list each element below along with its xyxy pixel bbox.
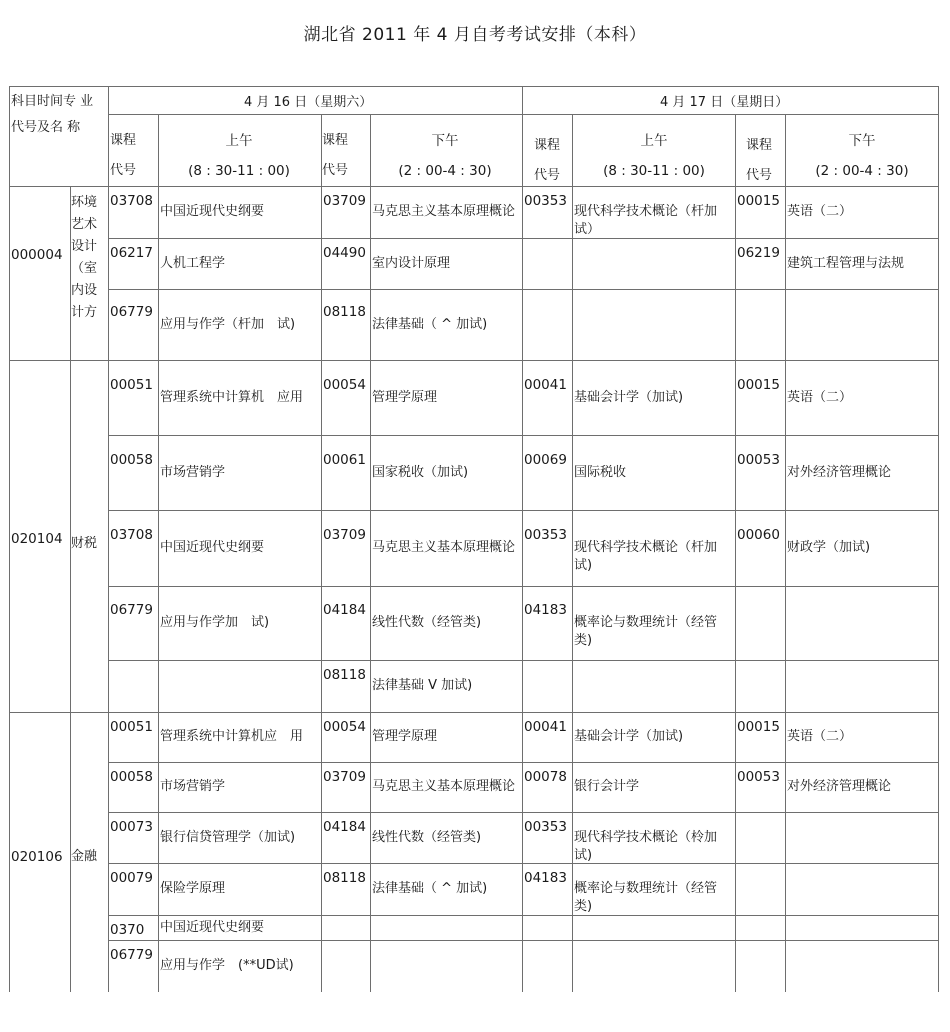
group-divider (9, 712, 938, 713)
major-code: 000004 (11, 247, 63, 263)
course-code-cell: 00015 (737, 376, 780, 393)
major-code: 020104 (11, 531, 63, 547)
course-name-cell: 财政学（加试) (787, 540, 871, 555)
course-name-cell: 现代科学技术概论（杆加试） (574, 204, 718, 237)
course-code-cell: 06217 (110, 245, 153, 261)
table-border-right (938, 86, 939, 992)
course-code-cell: 08118 (323, 870, 366, 886)
course-code-cell: 04184 (323, 602, 366, 618)
course-name-cell: 市场营销学 (160, 464, 226, 480)
group-divider (9, 360, 938, 361)
course-name-cell: 管理系统中计算机 应用 (160, 389, 304, 405)
table-border-top (9, 86, 938, 87)
col-divider (108, 86, 109, 992)
major-name: 环境艺术设计（室内设计方 (71, 195, 98, 320)
row-divider (108, 435, 938, 436)
course-name-cell: 银行会计学 (574, 779, 640, 794)
course-name-cell: 中国近现代史纲要 (160, 204, 265, 219)
course-code-cell: 00015 (737, 719, 780, 735)
row-divider (108, 586, 938, 587)
course-code-cell: 00078 (524, 769, 567, 785)
header-divider (108, 114, 938, 115)
course-name-cell: 银行信贷管理学（加试) (160, 829, 296, 845)
course-code-cell: 08118 (323, 667, 366, 683)
day-divider (522, 86, 523, 992)
course-code-cell: 00051 (110, 719, 153, 735)
course-code-cell: 00054 (323, 376, 366, 393)
page-title: 湖北省 2011 年 4 月自考考试安排（本科） (303, 25, 647, 45)
course-code-cell: 00061 (323, 451, 366, 468)
course-code-cell: 0370 (110, 922, 145, 938)
major-code: 020106 (11, 849, 63, 865)
header-code-label-d1am: 课程 代号 (110, 133, 137, 178)
course-name-cell: 英语（二） (787, 204, 853, 219)
course-name-cell: 市场营销学 (160, 779, 226, 794)
header-pm-d2: 下午 (2 : 00-4 : 30) (815, 133, 909, 179)
col-divider (321, 114, 322, 992)
course-code-cell: 06779 (110, 303, 153, 320)
course-code-cell: 03709 (323, 769, 366, 785)
course-code-cell: 08118 (323, 303, 366, 320)
course-name-cell: 保险学原理 (160, 881, 226, 896)
row-divider (108, 940, 938, 941)
group-divider (9, 186, 938, 187)
course-name-cell: 马克思主义基本原理概论 (372, 204, 516, 219)
course-name-cell: 室内设计原理 (372, 255, 451, 271)
row-divider (108, 238, 938, 239)
header-code-label-d1pm: 课程 代号 (322, 133, 349, 178)
course-name-cell: 现代科学技术概论（杆加试) (574, 540, 718, 573)
course-name-cell: 法律基础（ ^ 加试) (372, 881, 488, 896)
course-name-cell: 国际税收 (574, 464, 627, 480)
course-code-cell: 00073 (110, 819, 153, 835)
course-code-cell: 00041 (524, 719, 567, 735)
course-code-cell: 04183 (524, 602, 567, 618)
course-name-cell: 概率论与数理统计（经管类) (574, 615, 718, 648)
course-code-cell: 00069 (524, 451, 567, 468)
row-divider (108, 812, 938, 813)
course-code-cell: 00353 (524, 527, 567, 543)
course-code-cell: 00353 (524, 193, 567, 209)
course-code-cell: 06779 (110, 602, 153, 618)
course-code-cell: 06779 (110, 947, 153, 963)
course-code-cell: 00060 (737, 527, 780, 543)
course-name-cell: 中国近现代史纲要 (160, 919, 265, 935)
col-divider (370, 114, 371, 992)
course-code-cell: 00051 (110, 376, 153, 393)
course-code-cell: 00054 (323, 719, 366, 735)
course-name-cell: 人机工程学 (160, 255, 226, 271)
major-name: 财税 (71, 536, 98, 551)
course-name-cell: 概率论与数理统计（经管类) (574, 881, 718, 914)
course-name-cell: 英语（二） (787, 389, 853, 405)
course-code-cell: 00053 (737, 769, 780, 785)
course-name-cell: 法律基础 V 加试) (372, 678, 473, 693)
col-divider (572, 114, 573, 992)
col-divider (735, 114, 736, 992)
course-code-cell: 00058 (110, 451, 153, 468)
course-code-cell: 00053 (737, 451, 780, 468)
col-divider (785, 114, 786, 992)
course-code-cell: 03709 (323, 527, 366, 543)
course-name-cell: 英语（二） (787, 729, 853, 744)
row-divider (108, 915, 938, 916)
row-divider (108, 510, 938, 511)
course-code-cell: 00353 (524, 819, 567, 835)
course-name-cell: 法律基础（ ^ 加试) (372, 316, 488, 332)
row-divider (108, 660, 938, 661)
course-name-cell: 建筑工程管理与法规 (787, 255, 905, 271)
course-name-cell: 马克思主义基本原理概论 (372, 540, 516, 555)
row-divider (108, 289, 938, 290)
row-divider (108, 762, 938, 763)
header-day2: 4 月 17 日（星期日） (660, 95, 789, 110)
header-corner-line1: 科目时间专 业 (11, 94, 94, 109)
course-code-cell: 00079 (110, 870, 153, 886)
course-code-cell: 03709 (323, 193, 366, 209)
course-code-cell: 00041 (524, 376, 567, 393)
header-am-d2: 上午 (8 : 30-11 : 00) (603, 133, 705, 179)
course-name-cell: 国家税收（加试) (372, 464, 469, 480)
course-name-cell: 应用与作学加 试) (160, 615, 270, 630)
header-pm-d1: 下午 (2 : 00-4 : 30) (398, 133, 492, 179)
course-name-cell: 基础会计学（加试) (574, 729, 684, 744)
header-code-label-d2pm: 课程 代号 (746, 138, 773, 183)
course-name-cell: 基础会计学（加试) (574, 389, 684, 405)
course-name-cell: 线性代数（经管类) (372, 615, 482, 630)
row-divider (108, 863, 938, 864)
course-code-cell: 04184 (323, 819, 366, 835)
course-name-cell: 现代科学技术概论（柃加试) (574, 829, 718, 863)
course-code-cell: 00015 (737, 193, 780, 209)
course-name-cell: 应用与作学 (**UD试) (160, 958, 294, 973)
table-border-left (9, 86, 10, 992)
header-am-d1: 上午 (8 : 30-11 : 00) (188, 133, 290, 179)
course-name-cell: 马克思主义基本原理概论 (372, 779, 516, 794)
course-name-cell: 应用与作学（杆加 试) (160, 316, 296, 332)
course-code-cell: 00058 (110, 769, 153, 785)
course-code-cell: 03708 (110, 193, 153, 209)
course-name-cell: 对外经济管理概论 (787, 779, 892, 794)
header-day1: 4 月 16 日（星期六） (244, 95, 373, 110)
course-code-cell: 03708 (110, 527, 153, 543)
course-code-cell: 04183 (524, 870, 567, 886)
col-divider (158, 114, 159, 992)
course-name-cell: 对外经济管理概论 (787, 464, 892, 480)
header-code-label-d2am: 课程 代号 (534, 138, 561, 183)
course-name-cell: 管理学原理 (372, 729, 438, 744)
course-name-cell: 中国近现代史纲要 (160, 540, 265, 555)
course-name-cell: 线性代数（经管类) (372, 829, 482, 845)
header-corner-line2: 代号及名 称 (11, 120, 81, 135)
course-code-cell: 04490 (323, 245, 366, 261)
course-name-cell: 管理系统中计算机应 用 (160, 729, 304, 744)
major-name: 金融 (71, 849, 98, 864)
course-code-cell: 06219 (737, 245, 780, 261)
course-name-cell: 管理学原理 (372, 389, 438, 405)
